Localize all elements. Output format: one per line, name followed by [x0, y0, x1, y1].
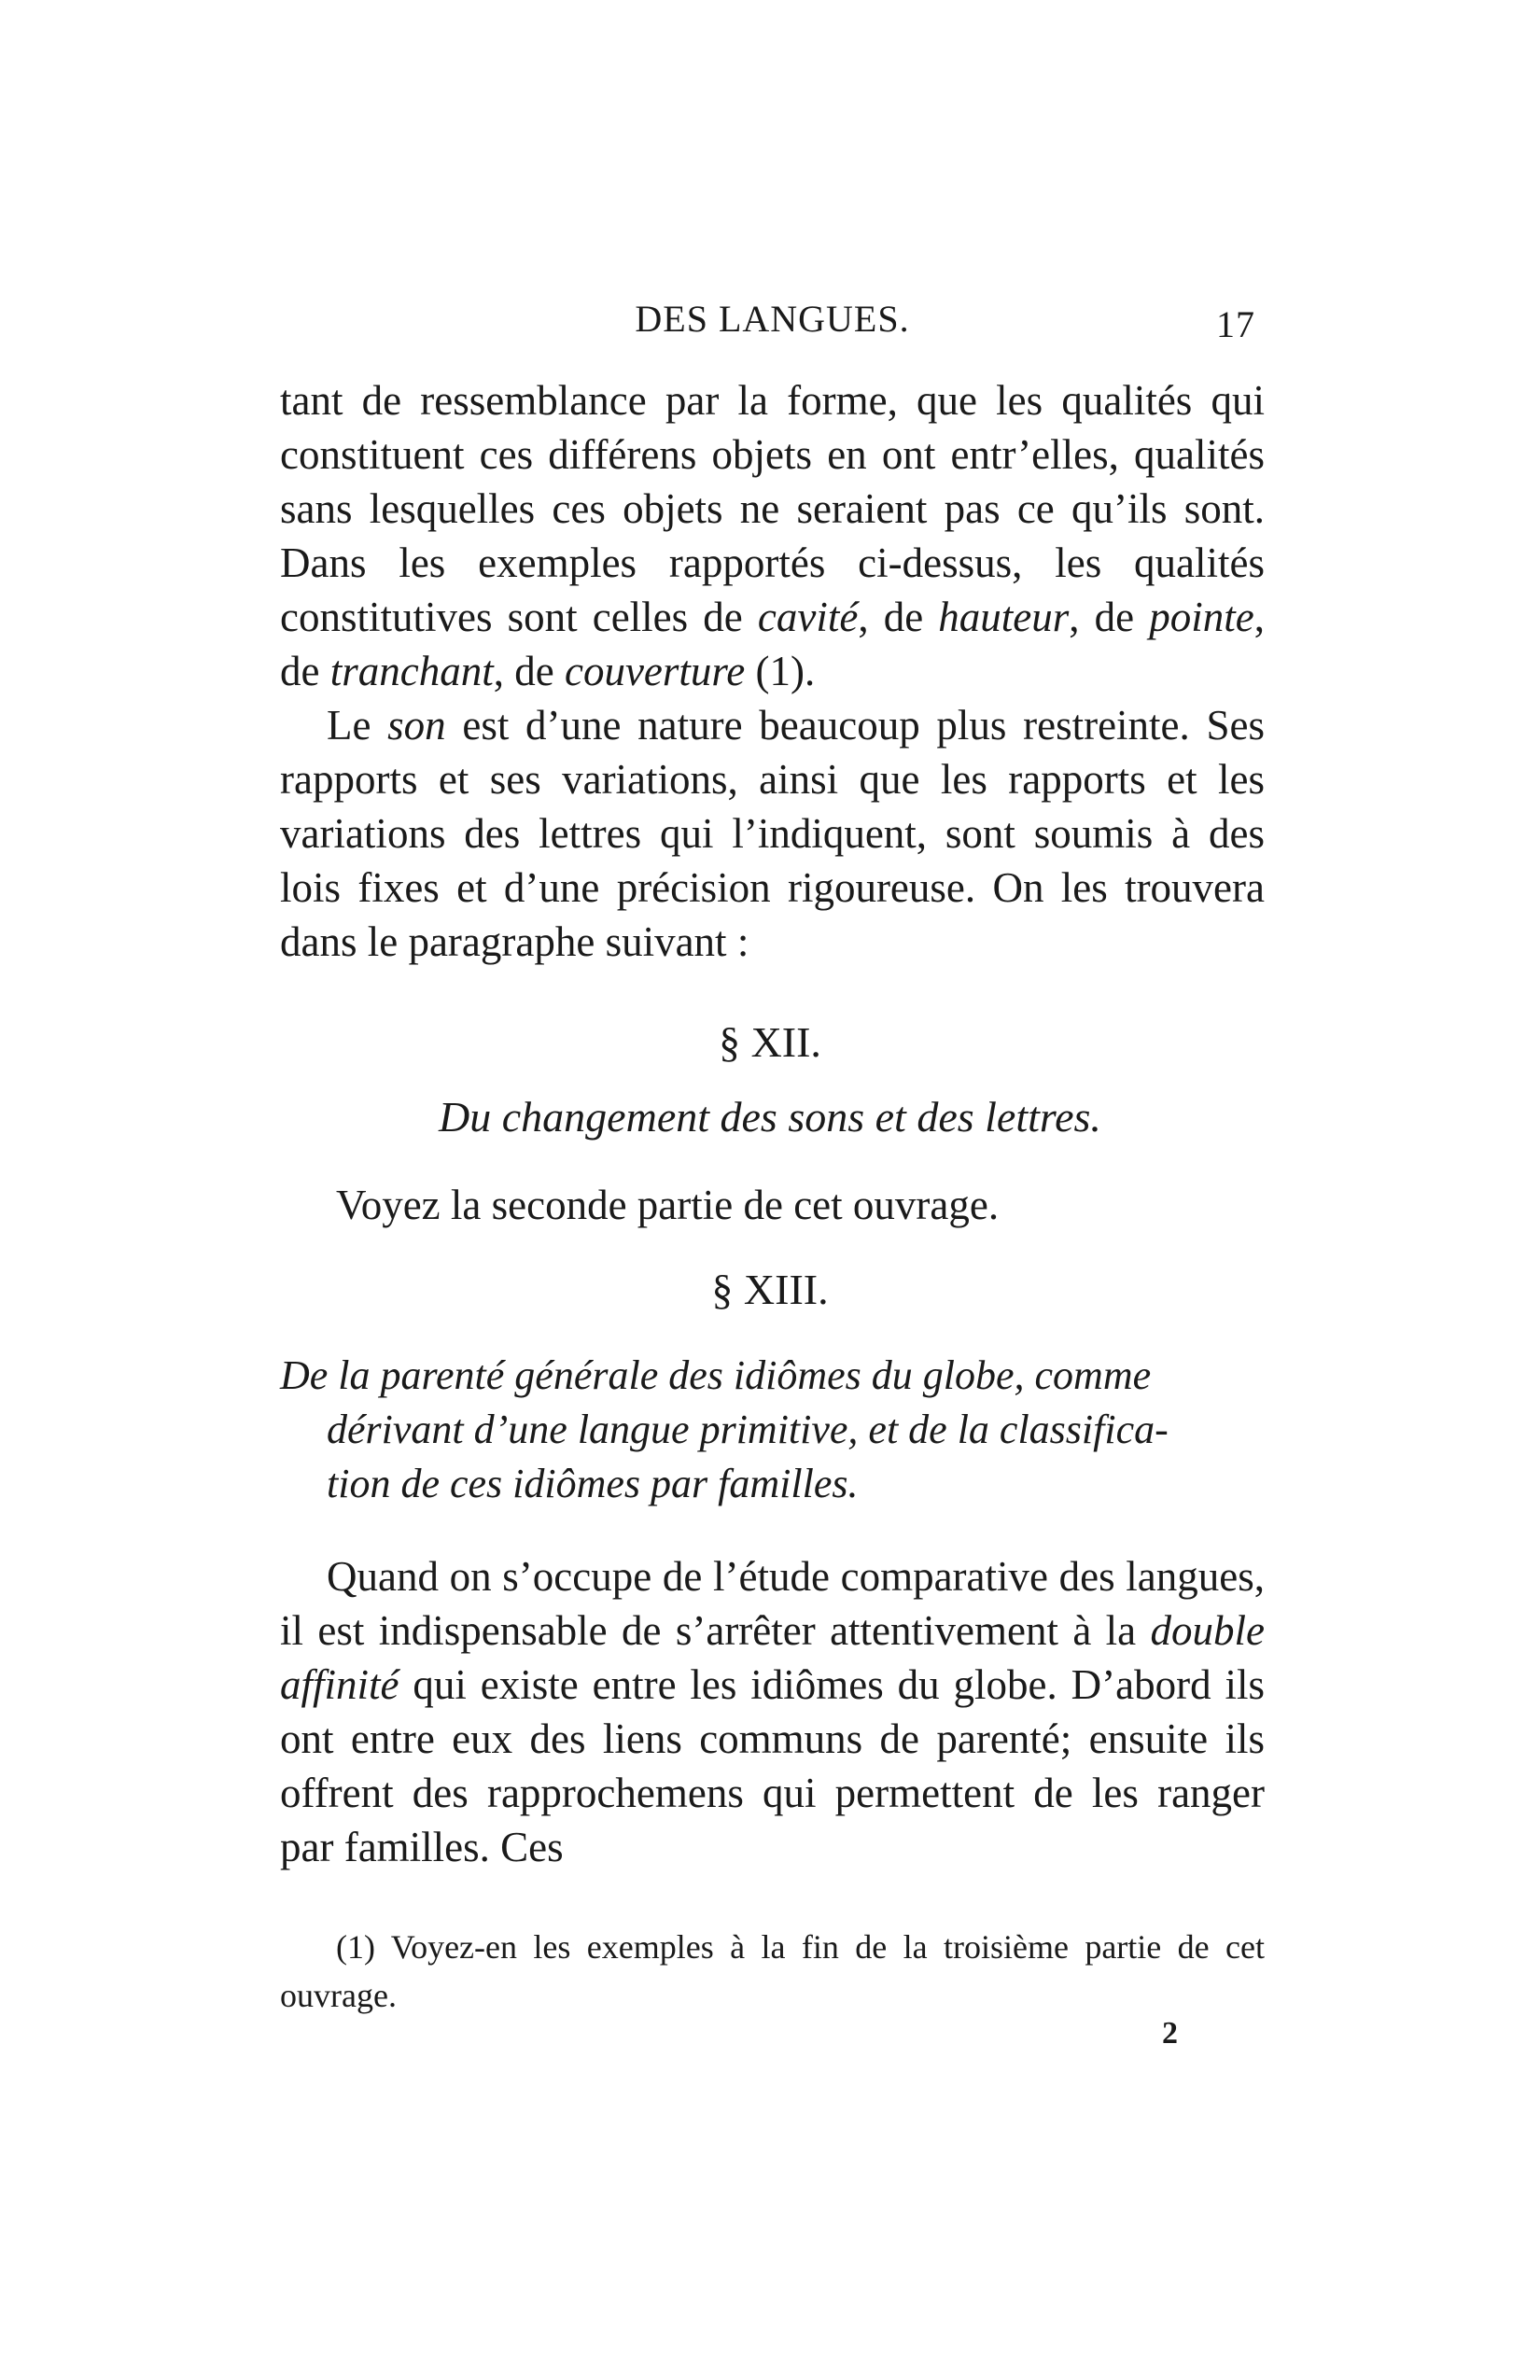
emphasis-cavite: cavité [757, 594, 859, 640]
paragraph-parente [280, 1549, 1265, 1874]
title-line: tion de ces idiômes par familles. [327, 1461, 859, 1506]
signature-mark: 2 [1162, 2016, 1178, 2051]
emphasis-hauteur: hauteur [938, 594, 1070, 640]
text-run: , de [858, 594, 939, 640]
text-run: est d’une nature beaucoup plus restreinte. Ses rapports et ses variations, ainsi que les rapports et les variations des lettres qui l’indiquent, sont soumis à des lois fixes et d’une précision rigoureuse. On les trouvera dans le paragraphe suivant : [280, 702, 1265, 965]
text-run: qui existe entre les idiômes du globe. D’abord ils ont entre eux des liens communs de parenté; ensuite ils offrent des rapprochemens qui permettent de les ranger par familles. Ces [280, 1661, 1265, 1870]
section-title-xii: Du changement des sons et des lettres. [439, 1093, 1101, 1141]
paragraph-qualites [280, 373, 1265, 969]
section-heading-xii: § XII. [719, 1018, 821, 1066]
section-heading-xiii: § XIII. [711, 1266, 829, 1313]
emphasis-pointe: pointe [1149, 594, 1254, 640]
running-header [280, 297, 1265, 353]
title-line: De la parenté générale des idiômes du globe, comme [280, 1352, 1152, 1398]
footnote: (1) Voyez-en les exemples à la fin de la troisième partie de cet ouvrage. [280, 1928, 1265, 2014]
running-title: DES LANGUES. [635, 298, 910, 340]
emphasis-son: son [387, 702, 446, 749]
emphasis-couverture: couverture [564, 648, 746, 694]
section-text-xii: Voyez la seconde partie de cet ouvrage. [336, 1182, 1000, 1228]
text-run: , de [1069, 594, 1150, 640]
text-run: , de [280, 594, 1265, 694]
page-number: 17 [1216, 303, 1255, 345]
text-run: , de [493, 648, 565, 694]
text-run: Le [327, 702, 388, 749]
emphasis-tranchant: tranchant [329, 648, 494, 694]
footnote-reference: (1). [745, 648, 816, 694]
emphasis-double-affinite: double affinité [280, 1607, 1265, 1708]
section-title-xiii [280, 1349, 1265, 1511]
text-run: Quand on s’occupe de l’étude comparative des langues, il est indispensable de s’arrêter attentivement à la [280, 1553, 1265, 1654]
title-line: dérivant d’une langue primitive, et de la classifica- [327, 1407, 1169, 1452]
text-run: tant de ressemblance par la forme, que les qualités qui constituent ces différens objets en ont entr’elles, qualités sans lesquelles ces objets ne seraient pas ce qu’ils sont. Dans les exemples rapportés ci-dessus, les qualités constitutives sont celles de [280, 377, 1265, 640]
